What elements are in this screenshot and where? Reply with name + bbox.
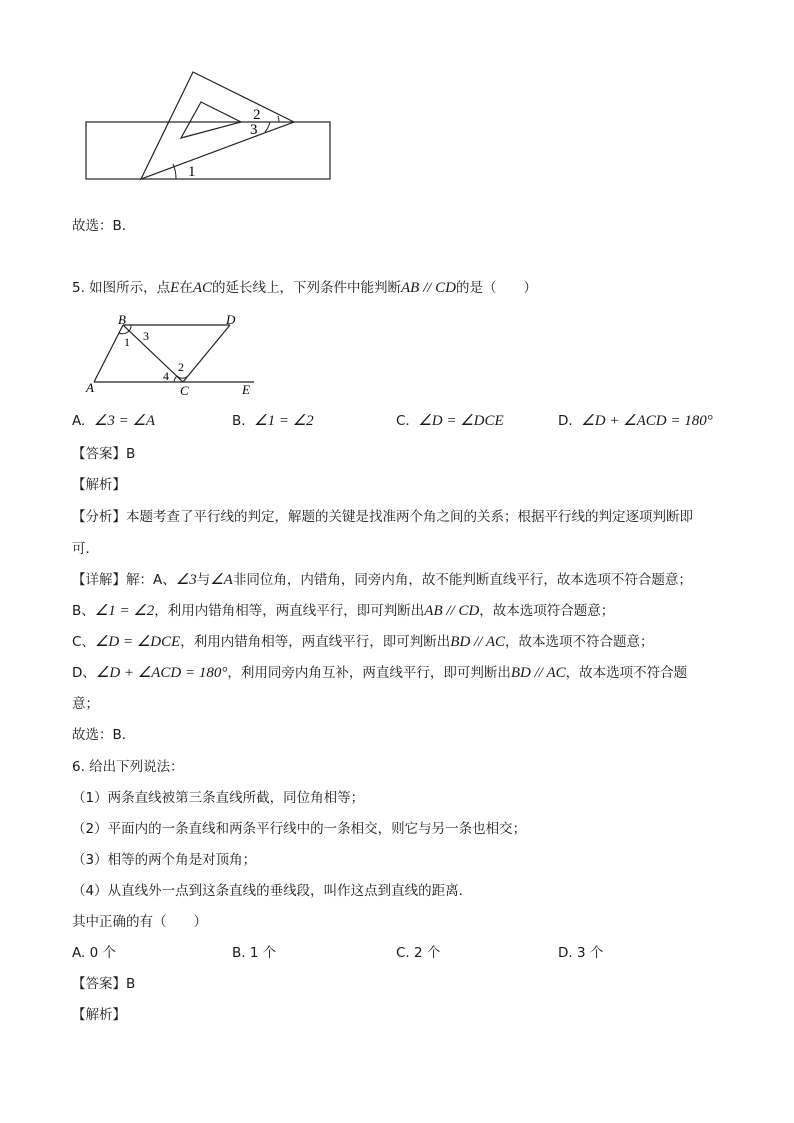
inner-triangle [181, 102, 241, 138]
q5-stem: 5. 如图所示，点E在AC的延长线上，下列条件中能判断AB // CD的是（ ） [72, 280, 538, 296]
label-E: E [242, 382, 250, 397]
segment-CD [183, 325, 230, 382]
label-angle-1: 1 [124, 335, 130, 349]
figure-parallelogram [80, 310, 270, 402]
q5-detail-c: C、∠D = ∠DCE，利用内错角相等，两直线平行，即可判断出BD // AC，故本选项不符合题意； [72, 634, 654, 650]
q5-detail-a: 【详解】解：A、∠3与∠A非同位角，内错角，同旁内角，故不能判断直线平行，故本选项不符合题意； [72, 572, 692, 588]
segment-AB [94, 325, 123, 382]
label-A: A [86, 380, 94, 395]
q6-item-4: （4）从直线外一点到这条直线的垂线段，叫作这点到直线的距离． [72, 883, 473, 899]
segment-BC [123, 325, 183, 382]
angle-arc-3 [265, 122, 270, 132]
q6-item-3: （3）相等的两个角是对顶角； [72, 852, 257, 868]
q5-option-a[interactable]: A. ∠3 = ∠A [72, 413, 156, 429]
label-angle-1: 1 [188, 164, 196, 180]
q6-option-a[interactable]: A. 0 个 [72, 945, 116, 961]
q6-question: 其中正确的有（ ） [72, 914, 207, 930]
q5-final-answer: 故选：B． [72, 727, 136, 743]
q5-detail-d-cont: 意； [72, 696, 99, 712]
label-D: D [226, 312, 236, 327]
arc-4 [174, 376, 177, 382]
q5-answer: 【答案】B [72, 446, 136, 462]
q6-option-c[interactable]: C. 2 个 [396, 945, 441, 961]
q5-analysis-tag: 【解析】 [72, 477, 126, 493]
q6-analysis-tag: 【解析】 [72, 1007, 126, 1023]
q5-detail-b: B、∠1 = ∠2，利用内错角相等，两直线平行，即可判断出AB // CD，故本选项符合题意； [72, 603, 615, 619]
label-angle-3: 3 [250, 122, 258, 138]
q6-item-2: （2）平面内的一条直线和两条平行线中的一条相交，则它与另一条也相交； [72, 821, 527, 837]
outer-triangle [141, 72, 294, 179]
q5-option-c[interactable]: C. ∠D = ∠DCE [396, 413, 504, 429]
arc-3 [129, 325, 131, 331]
q6-stem: 6. 给出下列说法： [72, 759, 184, 775]
label-C: C [180, 383, 189, 398]
label-B: B [118, 312, 126, 327]
label-angle-4: 4 [163, 369, 169, 383]
q5-fenxi: 【分析】本题考查了平行线的判定，解题的关键是找准两个角之间的关系；根据平行线的判定逐项判断即 [72, 509, 693, 525]
q5-option-d[interactable]: D. ∠D + ∠ACD = 180° [558, 413, 713, 429]
q4-final-answer: 故选：B． [72, 218, 136, 234]
q5-fenxi-cont: 可． [72, 541, 99, 557]
arc-1 [119, 331, 129, 334]
q6-answer: 【答案】B [72, 976, 136, 992]
angle-arc-2 [278, 116, 279, 122]
label-angle-3: 3 [143, 329, 149, 343]
q6-item-1: （1）两条直线被第三条直线所截，同位角相等； [72, 790, 365, 806]
q5-detail-d: D、∠D + ∠ACD = 180°，利用同旁内角互补，两直线平行，即可判断出BD // AC，故本选项不符合题 [72, 665, 688, 681]
figure-ruler-triangle [80, 68, 340, 186]
q6-option-b[interactable]: B. 1 个 [232, 945, 277, 961]
label-angle-2: 2 [253, 107, 261, 123]
q5-option-b[interactable]: B. ∠1 = ∠2 [232, 413, 314, 429]
q6-option-d[interactable]: D. 3 个 [558, 945, 604, 961]
label-angle-2: 2 [178, 360, 184, 374]
